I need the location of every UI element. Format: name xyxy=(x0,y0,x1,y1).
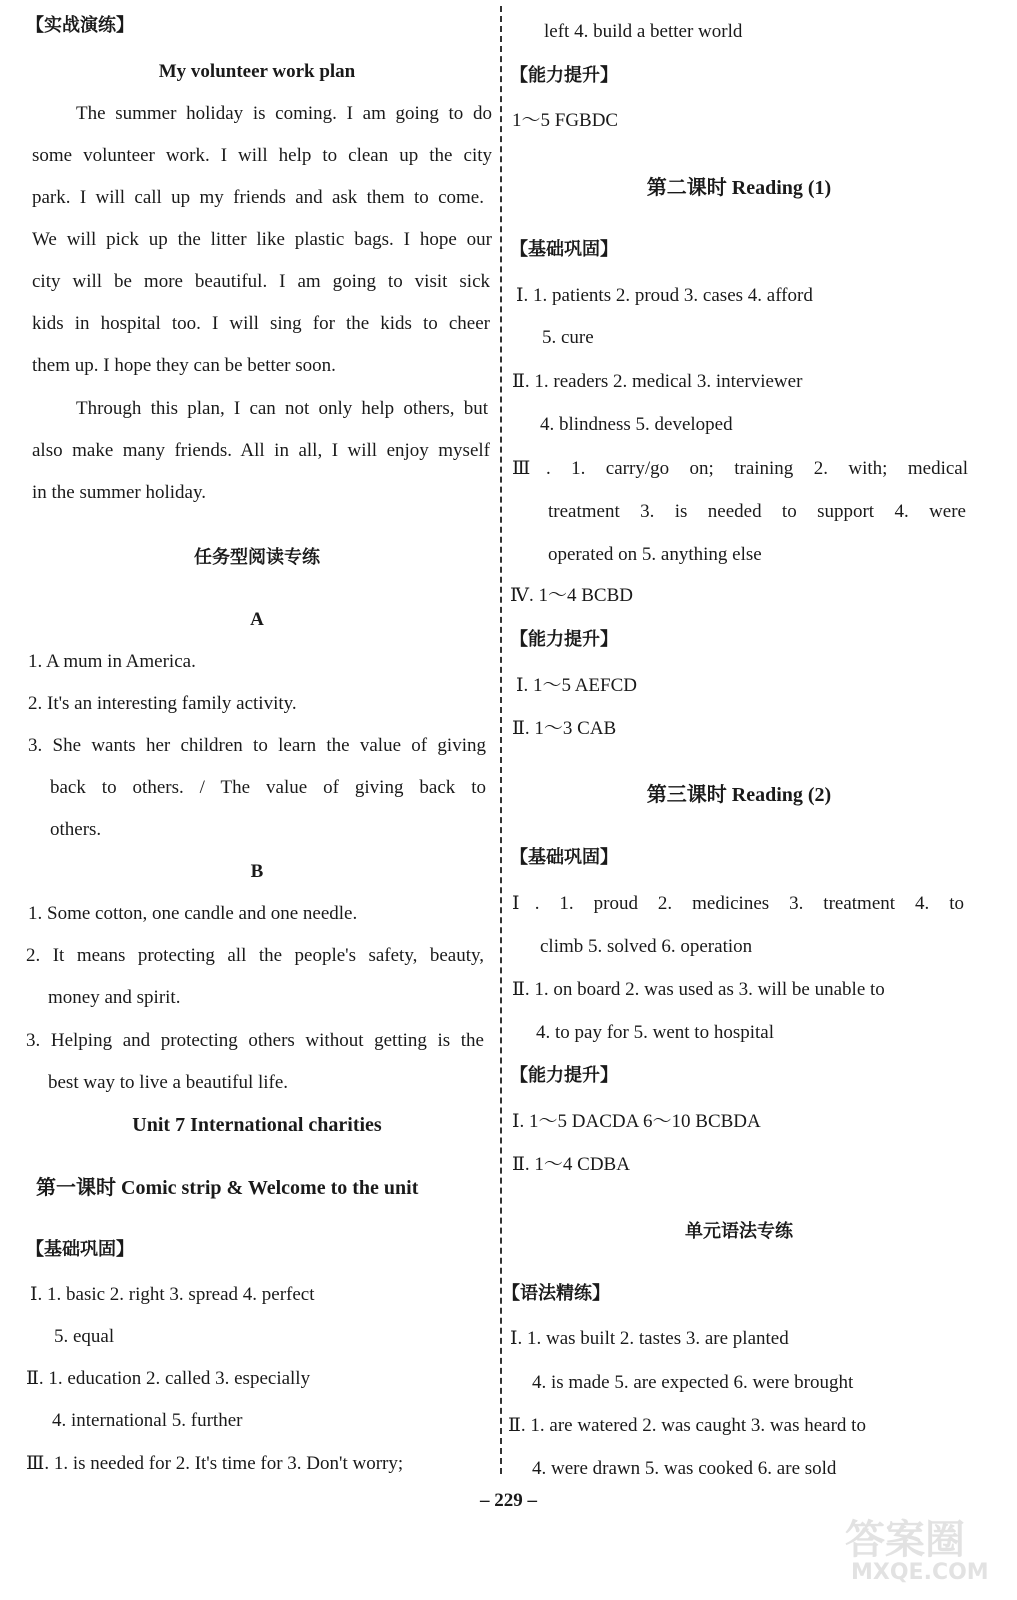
grammar-tag: 【语法精练】 xyxy=(502,1283,610,1304)
answer-line: Ⅰ. 1. was built 2. tastes 3. are planted xyxy=(510,1328,789,1349)
answer-line: 3. Helping and protecting others without getting is the xyxy=(26,1030,484,1051)
lesson1-title: 第一课时 Comic strip & Welcome to the unit xyxy=(36,1177,419,1199)
ability-tag: 【能力提升】 xyxy=(510,65,618,86)
answer-line: 5. equal xyxy=(54,1326,115,1347)
watermark-logo xyxy=(839,1508,989,1588)
answer-line: 1. A mum in America. xyxy=(28,651,196,672)
section-a-heading: A xyxy=(250,609,264,630)
essay-line: some volunteer work. I will help to clean up the city xyxy=(32,145,492,166)
answer-line: left 4. build a better world xyxy=(544,21,743,42)
answer-line: 4. to pay for 5. went to hospital xyxy=(536,1022,774,1043)
answer-line: 2. It's an interesting family activity. xyxy=(28,693,297,714)
answer-line: 4. is made 5. are expected 6. were brought xyxy=(532,1372,854,1393)
answer-line: Ⅰ. 1. patients 2. proud 3. cases 4. afford xyxy=(516,285,813,306)
grammar-title: 单元语法专练 xyxy=(685,1221,793,1242)
essay-line: in the summer holiday. xyxy=(32,482,206,503)
basic-tag: 【基础巩固】 xyxy=(510,847,618,868)
answer-line: 4. blindness 5. developed xyxy=(540,414,733,435)
answer-line: Ⅰ. 1～5 AEFCD xyxy=(516,675,637,696)
essay-line: Through this plan, I can not only help others, but xyxy=(76,398,488,419)
answer-line: climb 5. solved 6. operation xyxy=(540,936,753,957)
answer-line: Ⅱ. 1. are watered 2. was caught 3. was heard to xyxy=(508,1415,866,1436)
watermark-big: 答案圈 xyxy=(845,1517,965,1563)
section-b-heading: B xyxy=(250,861,264,882)
answer-line: 5. cure xyxy=(542,327,594,348)
answer-line: Ⅰ. 1～5 DACDA 6～10 BCBDA xyxy=(512,1111,761,1132)
answer-line: 4. international 5. further xyxy=(52,1410,243,1431)
answer-line: Ⅰ. 1. proud 2. medicines 3. treatment 4. to xyxy=(512,893,964,914)
column-divider xyxy=(500,6,502,1474)
essay-line: The summer holiday is coming. I am going to do xyxy=(76,103,492,124)
essay-line: kids in hospital too. I will sing for the kids to cheer xyxy=(32,313,490,334)
answer-line: Ⅲ. 1. carry/go on; training 2. with; medical xyxy=(512,458,968,479)
answer-line: 3. She wants her children to learn the value of giving xyxy=(28,735,486,756)
basic-tag: 【基础巩固】 xyxy=(26,1239,134,1260)
answer-line: 2. It means protecting all the people's safety, beauty, xyxy=(26,945,484,966)
lesson2-title: 第二课时 Reading (1) xyxy=(646,177,832,199)
page-number: – 229 – xyxy=(480,1490,537,1511)
essay-line: them up. I hope they can be better soon. xyxy=(32,355,336,376)
answer-line: Ⅲ. 1. is needed for 2. It's time for 3. Don't worry; xyxy=(26,1453,404,1474)
essay-line: park. I will call up my friends and ask them to come. xyxy=(32,187,484,208)
answer-line: 4. were drawn 5. was cooked 6. are sold xyxy=(532,1458,837,1479)
answer-line: Ⅱ. 1. education 2. called 3. especially xyxy=(26,1368,311,1389)
answer-line: treatment 3. is needed to support 4. were xyxy=(548,501,966,522)
answer-line: Ⅱ. 1. readers 2. medical 3. interviewer xyxy=(512,371,803,392)
essay-line: city will be more beautiful. I am going to visit sick xyxy=(32,271,490,292)
lesson3-title: 第三课时 Reading (2) xyxy=(646,784,832,806)
answer-line: 1. Some cotton, one candle and one needle. xyxy=(28,903,358,924)
answer-line: 1～5 FGBDC xyxy=(512,110,619,131)
basic-tag: 【基础巩固】 xyxy=(510,239,618,260)
essay-title: My volunteer work plan xyxy=(158,61,356,82)
answer-line: operated on 5. anything else xyxy=(548,544,762,565)
ability-tag: 【能力提升】 xyxy=(510,629,618,650)
essay-line: We will pick up the litter like plastic bags. I hope our xyxy=(32,229,492,250)
answer-line: Ⅱ. 1. on board 2. was used as 3. will be unable to xyxy=(512,979,885,1000)
answer-line: others. xyxy=(50,819,102,840)
answer-line: Ⅰ. 1. basic 2. right 3. spread 4. perfect xyxy=(30,1284,315,1305)
answer-line: back to others. / The value of giving back to xyxy=(50,777,486,798)
unit-title: Unit 7 International charities xyxy=(132,1114,382,1136)
answer-line: Ⅱ. 1～4 CDBA xyxy=(512,1154,630,1175)
answer-line: Ⅳ. 1～4 BCBD xyxy=(510,585,633,606)
watermark-small: MXQE.COM xyxy=(851,1560,989,1585)
task-reading-title: 任务型阅读专练 xyxy=(194,547,320,568)
answer-line: money and spirit. xyxy=(48,987,181,1008)
practice-tag: 【实战演练】 xyxy=(26,15,134,36)
answer-line: Ⅱ. 1～3 CAB xyxy=(512,718,617,739)
ability-tag: 【能力提升】 xyxy=(510,1065,618,1086)
essay-line: also make many friends. All in all, I will enjoy myself xyxy=(32,440,490,461)
answer-line: best way to live a beautiful life. xyxy=(48,1072,289,1093)
